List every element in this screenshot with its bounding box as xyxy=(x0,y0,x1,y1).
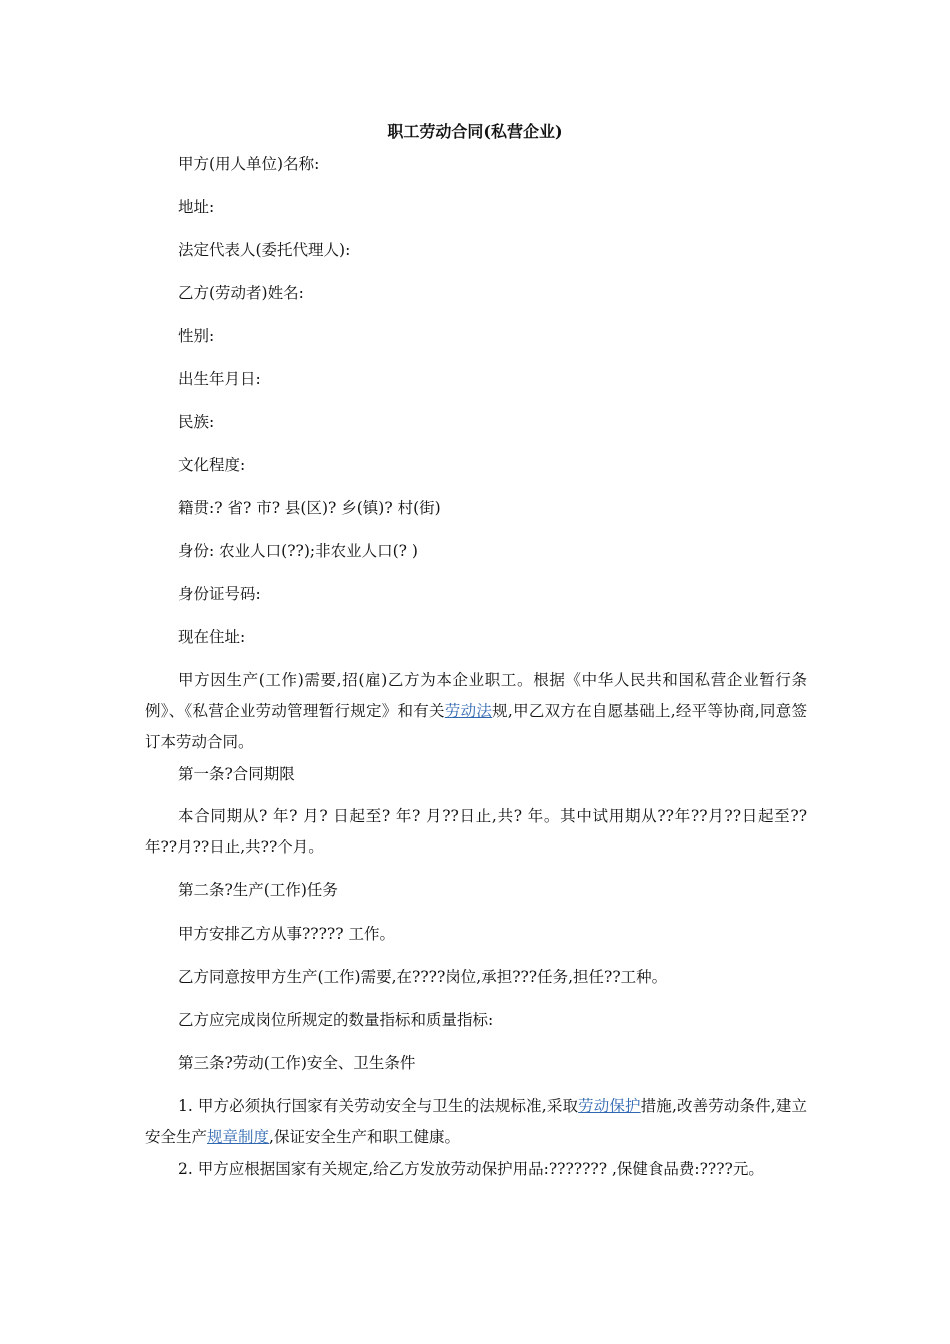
article3-item-1 xyxy=(145,1091,807,1153)
field-ethnicity: 民族: xyxy=(178,413,215,431)
article3-item-2: 2. 甲方应根据国家有关规定,给乙方发放劳动保护用品:??????? ,保健食品费:????元。 xyxy=(178,1160,764,1178)
field-gender: 性别: xyxy=(178,327,215,345)
field-party-a-name: 甲方(用人单位)名称: xyxy=(178,155,320,173)
field-legal-rep: 法定代表人(委托代理人): xyxy=(178,241,351,259)
labor-law-link[interactable]: 劳动法 xyxy=(444,702,493,720)
field-id-number: 身份证号码: xyxy=(178,585,261,603)
field-education: 文化程度: xyxy=(178,456,246,474)
article2-paragraph-3: 乙方应完成岗位所规定的数量指标和质量指标: xyxy=(178,1011,494,1029)
article1-heading: 第一条?合同期限 xyxy=(178,765,295,783)
labor-protection-link[interactable]: 劳动保护 xyxy=(578,1097,641,1115)
field-current-address: 现在住址: xyxy=(178,628,246,646)
rules-regulations-link[interactable]: 规章制度 xyxy=(207,1128,270,1146)
article2-paragraph-1: 甲方安排乙方从事????? 工作。 xyxy=(178,925,395,943)
article2-heading: 第二条?生产(工作)任务 xyxy=(178,881,338,899)
field-native-place: 籍贯:? 省? 市? 县(区)? 乡(镇)? 村(街) xyxy=(178,499,441,517)
article1-body: 本合同期从? 年? 月? 日起至? 年? 月??日止,共? 年。其中试用期从??年??月??日起至??年??月??日止,共??个月。 xyxy=(145,807,807,856)
article3-item1-text-2: 措施,改善劳动条件,建立安全生产 xyxy=(145,1097,807,1146)
field-address: 地址: xyxy=(178,198,215,216)
article2-paragraph-2: 乙方同意按甲方生产(工作)需要,在????岗位,承担???任务,担任??工种。 xyxy=(178,968,668,986)
article3-item1-text-3: ,保证安全生产和职工健康。 xyxy=(269,1128,460,1146)
field-identity: 身份: 农业人口(??);非农业人口(? ) xyxy=(178,542,418,560)
article3-item1-text-1: 1. 甲方必须执行国家有关劳动安全与卫生的法规标准,采取 xyxy=(178,1097,579,1115)
intro-text-2: 规,甲乙双方在自愿基础上,经平等协商,同意签订本劳动合同。 xyxy=(145,702,807,751)
article3-heading: 第三条?劳动(工作)安全、卫生条件 xyxy=(178,1054,416,1072)
field-party-b-name: 乙方(劳动者)姓名: xyxy=(178,284,304,302)
document-title: 职工劳动合同(私营企业) xyxy=(387,122,563,141)
intro-text-1: 甲方因生产(工作)需要,招(雇)乙方为本企业职工。根据《中华人民共和国私营企业暂行条例》、《私营企业劳动管理暂行规定》和有关 xyxy=(145,671,807,720)
intro-paragraph xyxy=(145,665,807,758)
field-birth-date: 出生年月日: xyxy=(178,370,261,388)
